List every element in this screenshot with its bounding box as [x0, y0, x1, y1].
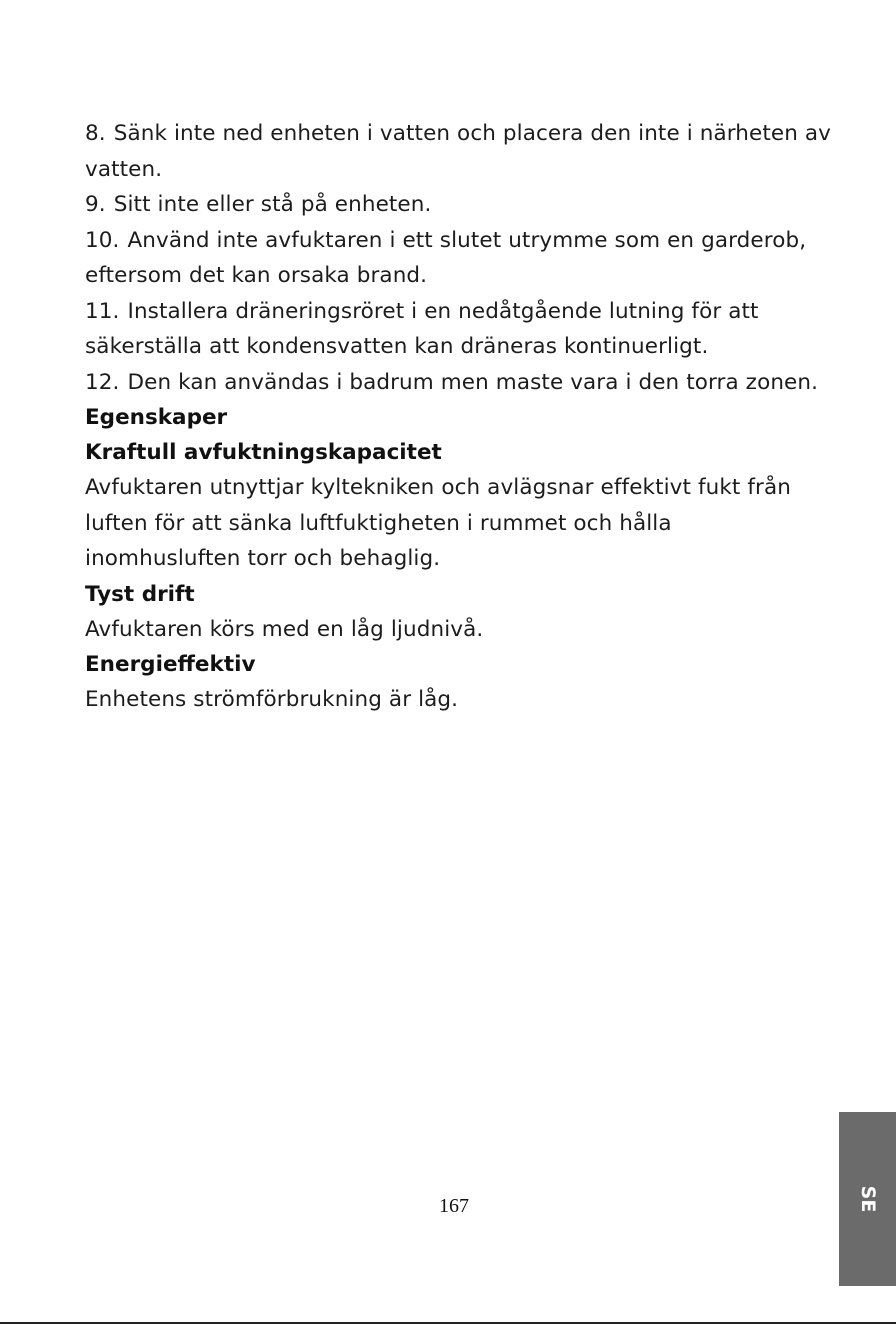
item-number: 12.	[85, 369, 120, 395]
feature-text: luften för att sänka luftfuktigheten i rummet och hålla	[85, 510, 672, 536]
feature-text: Avfuktaren körs med en låg ljudnivå.	[85, 616, 484, 642]
item-text: Sitt inte eller stå på enheten.	[113, 192, 432, 217]
item-continuation: säkerställa att kondensvatten kan dräneras kontinuerligt.	[85, 334, 709, 359]
item-number: 11.	[85, 298, 120, 324]
list-item	[85, 116, 845, 187]
feature-title: Energieffektiv	[85, 652, 256, 677]
item-continuation: eftersom det kan orsaka brand.	[85, 263, 428, 288]
item-text: Den kan användas i badrum men maste vara i den torra zonen.	[127, 369, 819, 395]
list-item	[85, 223, 845, 294]
list-item	[85, 294, 845, 365]
item-number: 8.	[85, 121, 106, 146]
list-item	[85, 365, 845, 401]
feature-text: inomhusluften torr och behaglig.	[85, 546, 441, 571]
item-continuation: vatten.	[85, 156, 163, 182]
item-number: 9.	[85, 192, 106, 217]
language-tab	[839, 1112, 896, 1286]
item-number: 10.	[85, 227, 120, 253]
section-heading: Egenskaper	[85, 405, 228, 430]
feature-title: Kraftull avfuktningskapacitet	[85, 440, 442, 465]
language-tab-label: SE	[856, 1185, 879, 1213]
feature-title: Tyst drift	[85, 581, 195, 607]
list-item	[85, 187, 845, 223]
feature-text: Enhetens strömförbrukning är låg.	[85, 687, 459, 712]
page-content	[85, 116, 845, 718]
item-text: Använd inte avfuktaren i ett slutet utrymme som en garderob,	[127, 227, 807, 253]
item-text: Sänk inte ned enheten i vatten och placera den inte i närheten av	[113, 121, 831, 146]
page-number: 167	[439, 1195, 469, 1217]
feature-text: Avfuktaren utnyttjar kyltekniken och avlägsnar effektivt fukt från	[85, 475, 791, 500]
item-text: Installera dräneringsröret i en nedåtgående lutning för att	[127, 298, 759, 324]
